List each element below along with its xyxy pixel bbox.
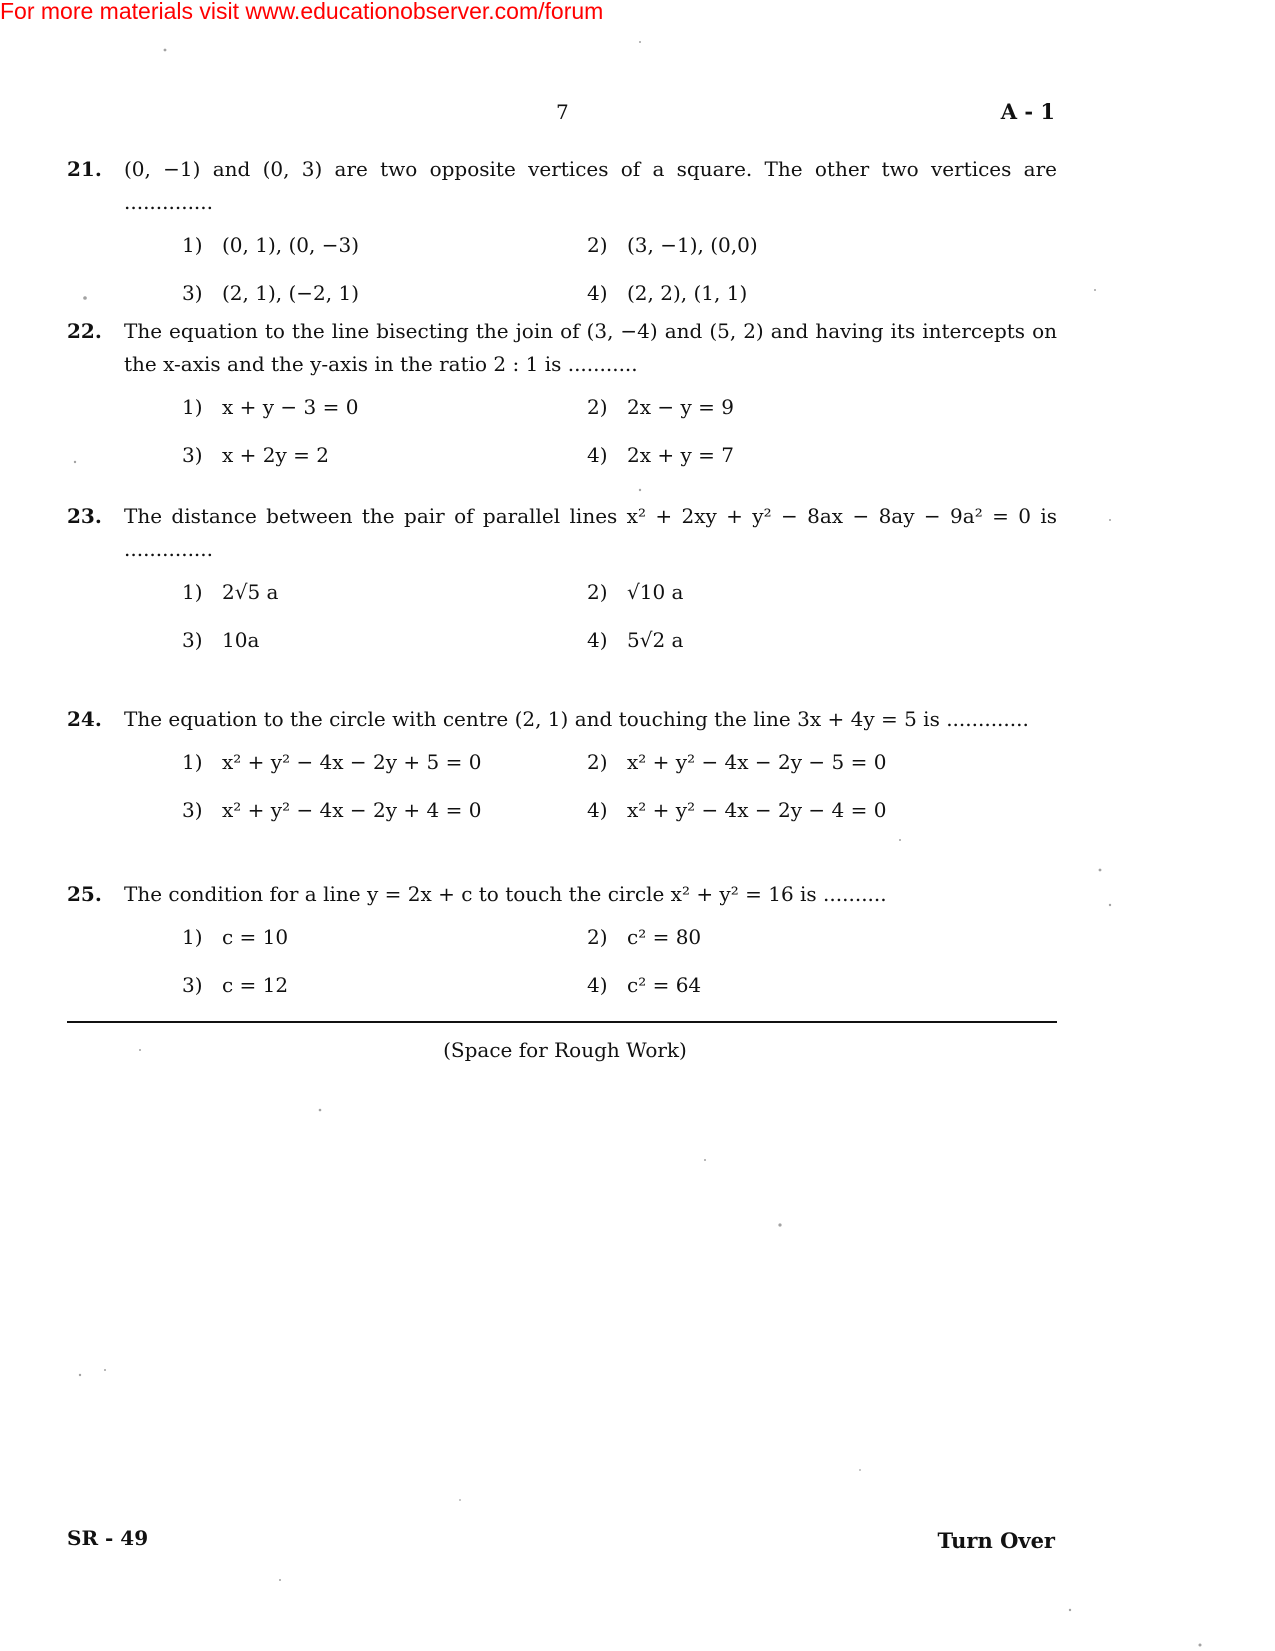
question-22 — [67, 315, 1057, 505]
question-number: 21. — [67, 157, 102, 181]
option-2 — [587, 580, 683, 604]
option-4 — [587, 628, 683, 652]
turn-over-label: Turn Over — [937, 1528, 1055, 1553]
option-text: (3, −1), (0,0) — [627, 233, 758, 257]
option-text: x² + y² − 4x − 2y + 4 = 0 — [222, 798, 482, 822]
option-number: 2) — [587, 233, 608, 257]
option-number: 4) — [587, 628, 608, 652]
question-text: The distance between the pair of parallel lines x² + 2xy + y² − 8ax − 8ay − 9a² = 0 is .............. — [124, 504, 1057, 561]
option-number: 4) — [587, 973, 608, 997]
question-text: The equation to the circle with centre (2, 1) and touching the line 3x + 4y = 5 is ............. — [124, 707, 1029, 731]
question-number: 23. — [67, 504, 102, 528]
option-number: 2) — [587, 395, 608, 419]
option-number: 2) — [587, 750, 608, 774]
option-number: 4) — [587, 443, 608, 467]
option-3 — [182, 281, 359, 305]
question-number: 25. — [67, 882, 102, 906]
option-text: x² + y² − 4x − 2y + 5 = 0 — [222, 750, 482, 774]
option-number: 4) — [587, 281, 608, 305]
question-text: (0, −1) and (0, 3) are two opposite vertices of a square. The other two vertices are .............. — [124, 157, 1057, 214]
option-3 — [182, 973, 288, 997]
option-text: (2, 1), (−2, 1) — [222, 281, 360, 305]
option-number: 3) — [182, 443, 203, 467]
option-4 — [587, 281, 747, 305]
option-text: c = 10 — [222, 925, 289, 949]
option-number: 3) — [182, 798, 203, 822]
option-text: x² + y² − 4x − 2y − 5 = 0 — [627, 750, 887, 774]
option-text: 2x + y = 7 — [627, 443, 734, 467]
question-number: 22. — [67, 319, 102, 343]
question-25 — [67, 878, 1057, 1035]
rough-work-divider — [67, 1021, 1057, 1023]
option-text: 2√5 a — [222, 580, 279, 604]
option-text: (2, 2), (1, 1) — [627, 281, 748, 305]
option-1 — [182, 925, 288, 949]
option-text: x² + y² − 4x − 2y − 4 = 0 — [627, 798, 887, 822]
option-3 — [182, 798, 481, 822]
options-group — [182, 580, 1042, 690]
options-group — [182, 750, 1042, 860]
option-number: 4) — [587, 798, 608, 822]
option-1 — [182, 580, 278, 604]
options-group — [182, 925, 1042, 1035]
option-4 — [587, 798, 886, 822]
option-text: c² = 64 — [627, 973, 702, 997]
option-text: x + y − 3 = 0 — [222, 395, 359, 419]
question-23 — [67, 500, 1057, 690]
option-text: 5√2 a — [627, 628, 684, 652]
option-number: 3) — [182, 281, 203, 305]
option-1 — [182, 750, 481, 774]
option-number: 3) — [182, 628, 203, 652]
option-number: 1) — [182, 750, 203, 774]
option-1 — [182, 395, 358, 419]
option-2 — [587, 925, 701, 949]
option-4 — [587, 973, 701, 997]
option-text: √10 a — [627, 580, 684, 604]
question-text: The equation to the line bisecting the join of (3, −4) and (5, 2) and having its intercepts on the x-axis and the y-axis in the ratio 2 : 1 is ........... — [124, 319, 1057, 376]
option-2 — [587, 233, 758, 257]
option-1 — [182, 233, 359, 257]
booklet-code: A - 1 — [1000, 99, 1055, 124]
option-text: c² = 80 — [627, 925, 702, 949]
option-4 — [587, 443, 734, 467]
option-number: 1) — [182, 395, 203, 419]
option-text: c = 12 — [222, 973, 289, 997]
option-number: 1) — [182, 580, 203, 604]
page-number: 7 — [556, 100, 569, 124]
option-text: 2x − y = 9 — [627, 395, 734, 419]
option-number: 3) — [182, 973, 203, 997]
option-text: 10a — [222, 628, 260, 652]
option-number: 2) — [587, 580, 608, 604]
option-3 — [182, 628, 259, 652]
option-text: x + 2y = 2 — [222, 443, 329, 467]
footer-series-code: SR - 49 — [67, 1526, 149, 1550]
options-group — [182, 395, 1042, 505]
option-text: (0, 1), (0, −3) — [222, 233, 360, 257]
option-2 — [587, 750, 886, 774]
option-number: 1) — [182, 233, 203, 257]
option-number: 1) — [182, 925, 203, 949]
rough-work-label: (Space for Rough Work) — [443, 1038, 687, 1062]
option-number: 2) — [587, 925, 608, 949]
question-number: 24. — [67, 707, 102, 731]
watermark-banner: For more materials visit www.educationobserver.com/forum — [0, 0, 604, 24]
option-3 — [182, 443, 329, 467]
option-2 — [587, 395, 734, 419]
question-text: The condition for a line y = 2x + c to touch the circle x² + y² = 16 is .......... — [124, 882, 887, 906]
question-24 — [67, 703, 1057, 860]
